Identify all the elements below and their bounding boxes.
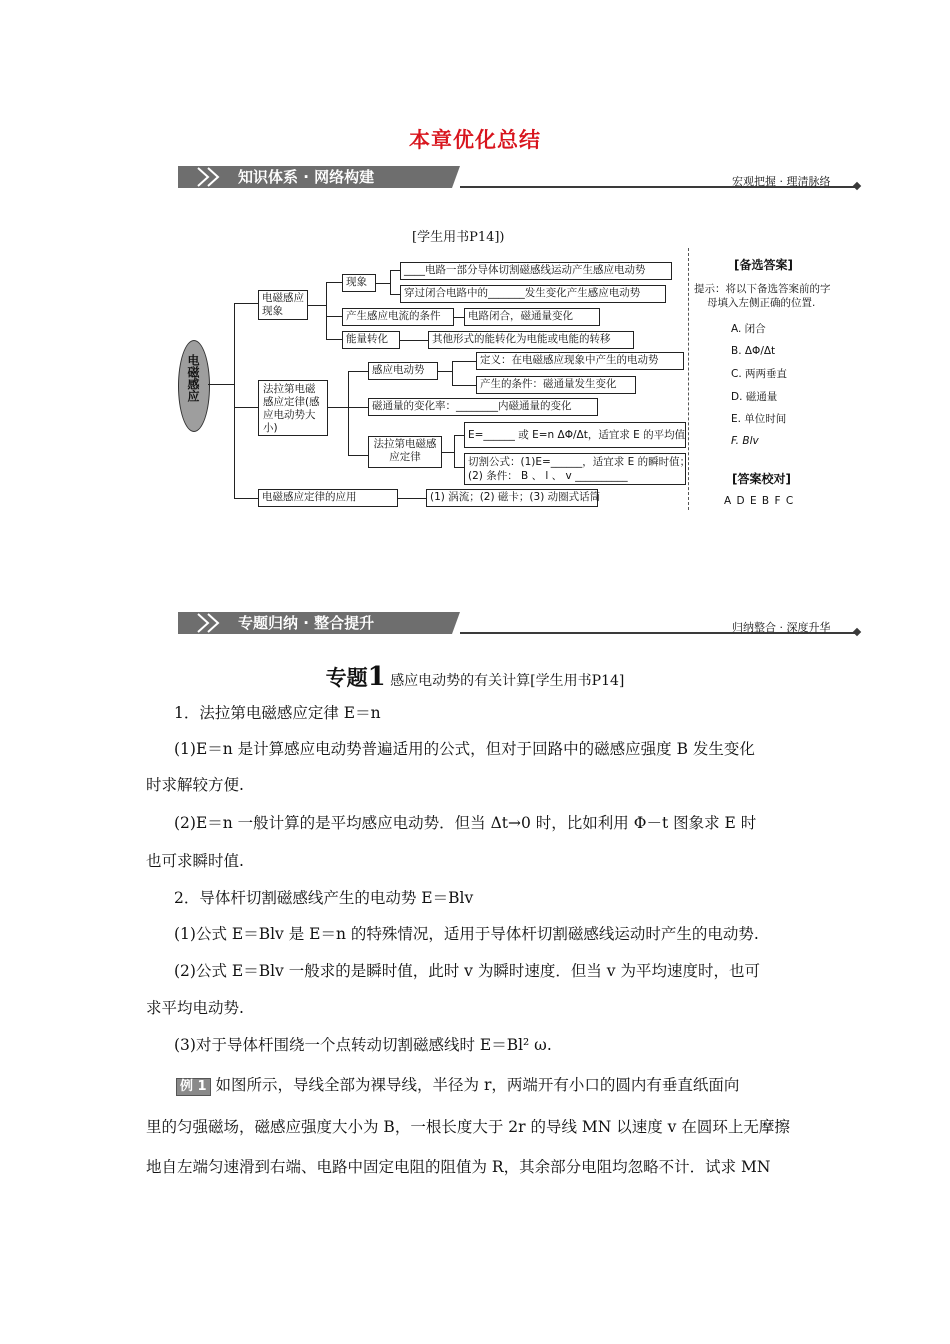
formula-cutting-line1: 切割公式：(1)E=______，适宜求 E 的瞬时值；	[468, 456, 691, 468]
section-banner-knowledge: 知识体系 · 网络构建	[178, 166, 460, 188]
banner-left-text: 知识体系	[238, 168, 299, 186]
banner-right-text: 整合提升	[314, 614, 375, 632]
answer-option-a: A. 闭合	[731, 323, 766, 335]
answers-hint-line1: 提示：将以下备选答案前的字	[694, 283, 831, 295]
formula-cutting-box	[464, 453, 691, 485]
application-box: (1) 涡流；(2) 磁卡；(3) 动圈式话筒	[426, 489, 598, 507]
paragraph-line: (1)E＝n 是计算感应电动势普遍适用的公式，但对于回路中的磁感应强度 B 发生变化	[174, 740, 755, 758]
root-label: 电磁感应	[186, 354, 200, 402]
paragraph-line: (1)公式 E＝Blv 是 E＝n 的特殊情况，适用于导体杆切割磁感线运动时产生的电动势.	[174, 925, 759, 943]
section-banner-topics: 专题归纳 · 整合提升	[178, 612, 460, 634]
example-line1	[176, 1073, 844, 1097]
knowledge-diagram	[176, 248, 691, 512]
answer-option-b: B. ΔΦ/Δt	[731, 345, 776, 357]
law-label-box: 法拉第电磁感应定律	[368, 436, 442, 468]
emf-box: 感应电动势	[368, 362, 438, 380]
flux-rate-box	[368, 398, 598, 416]
topic-label: 专题	[325, 666, 368, 690]
formula-average-box: E=______ 或 E=n ΔΦ/Δt，适宜求 E 的平均值	[464, 422, 686, 448]
answer-option-e: E. 单位时间	[731, 413, 787, 425]
formula-cutting-line2: (2) 条件： B 、 l 、 v __________	[468, 470, 628, 482]
example-text-line2: 里的匀强磁场，磁感应强度大小为 B，一根长度大于 2r 的导线 MN 以速度 v 在圆环上无摩擦	[146, 1118, 790, 1136]
condition-box: 电路闭合，磁通量变化	[464, 308, 600, 326]
answers-hint-line2: 母填入左侧正确的位置.	[707, 297, 816, 309]
energy-box: 其他形式的能转化为电能或电能的转移	[428, 331, 634, 349]
answer-option-c: C. 两两垂直	[731, 368, 788, 380]
reference-note: [学生用书P14])	[412, 230, 505, 245]
energy-label-box: 能量转化	[342, 331, 400, 349]
answer-check-heading: [答案校对]	[732, 472, 791, 486]
banner-right-text: 网络构建	[314, 168, 375, 186]
banner-left-text: 专题归纳	[238, 614, 299, 632]
paragraph-line: (2)E＝n 一般计算的是平均感应电动势．但当 Δt→0 时，比如利用 Φ－t 图象求 E 时	[174, 814, 757, 832]
example-text-line1: 如图所示，导线全部为裸导线，半径为 r，两端开有小口的圆内有垂直纸面向	[215, 1076, 740, 1094]
cutting-box: ____电路一部分导体切割磁感线运动产生感应电动势	[400, 262, 672, 280]
paragraph-line: 求平均电动势.	[146, 999, 244, 1017]
diamond-icon	[853, 628, 861, 636]
example-badge: 例 1	[176, 1078, 211, 1096]
answers-heading: [备选答案]	[734, 258, 793, 272]
emf-condition-box: 产生的条件：磁通量发生变化	[476, 376, 636, 394]
answer-option-d: D. 磁通量	[731, 391, 778, 403]
definition-box: 定义：在电磁感应现象中产生的电动势	[476, 352, 684, 370]
answer-option-f: F. Blv	[731, 435, 759, 447]
condition-label-box: 产生感应电流的条件	[342, 308, 454, 326]
answer-check-values: A D E B F C	[724, 495, 795, 507]
phenomenon-box: 电磁感应现象	[258, 290, 308, 320]
flux-rate-value: ________内磁通量的变化	[456, 400, 572, 412]
topic-number: 1	[367, 662, 386, 692]
through-flux-box: 穿过闭合电路中的_______发生变化产生感应电动势	[400, 285, 666, 303]
diamond-icon	[853, 182, 861, 190]
application-label-box: 电磁感应定律的应用	[258, 489, 398, 507]
page-title: 本章优化总结	[409, 128, 541, 152]
banner-tagline: 宏观把握 · 理清脉络	[732, 175, 831, 188]
faraday-box: 法拉第电磁感应定律(感应电动势大小)	[258, 380, 328, 436]
answer-divider	[688, 248, 689, 510]
banner-tagline: 归纳整合 · 深度升华	[732, 621, 831, 634]
flux-rate-label: 磁通量的变化率：	[372, 400, 456, 412]
paragraph-line: 也可求瞬时值.	[146, 852, 244, 870]
topic-heading	[0, 662, 950, 692]
paragraph-line: 时求解较方便.	[146, 776, 244, 794]
paragraph-line: (2)公式 E＝Blv 一般求的是瞬时值，此时 v 为瞬时速度．但当 v 为平均速度时，也可	[174, 962, 760, 980]
xianxiang-box: 现象	[342, 274, 376, 292]
topic-text: 感应电动势的有关计算[学生用书P14]	[390, 673, 625, 689]
paragraph-line: (3)对于导体杆围绕一个点转动切割磁感线时 E＝Bl² ω.	[174, 1036, 552, 1054]
paragraph-line: 1．法拉第电磁感应定律 E＝n	[174, 704, 381, 722]
paragraph-line: 2．导体杆切割磁感线产生的电动势 E＝Blv	[174, 889, 474, 907]
example-text-line3: 地自左端匀速滑到右端、电路中固定电阻的阻值为 R，其余部分电阻均忽略不计．试求 MN	[146, 1158, 771, 1176]
